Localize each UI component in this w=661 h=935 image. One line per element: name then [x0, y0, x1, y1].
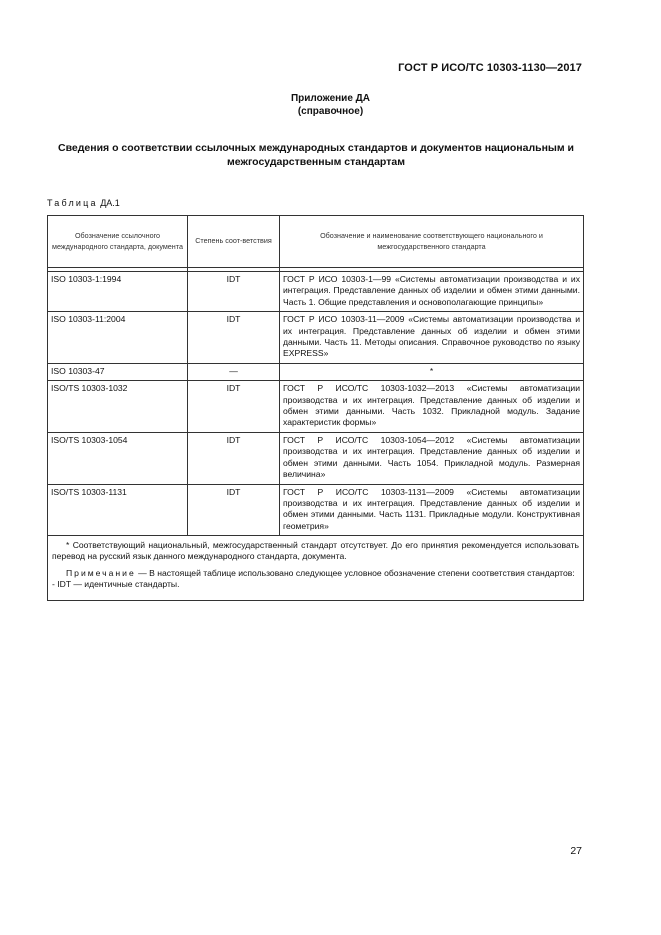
cell-reference: ISO 10303-11:2004 [48, 312, 188, 364]
note [52, 568, 579, 579]
appendix-subtitle: (справочное) [297, 106, 364, 117]
cell-national-standard: * [280, 363, 584, 380]
table-row [48, 272, 584, 312]
cell-degree: IDT [188, 272, 280, 312]
document-code: ГОСТ Р ИСО/ТС 10303-1130—2017 [398, 62, 582, 74]
footnote: * Соответствующий национальный, межгосударственный стандарт отсутствует. До его принятия рекомендуется использовать перевод на русский язык данного международного стандарта, документа. [52, 540, 579, 562]
table-row [48, 363, 584, 380]
footnote-cell [48, 536, 584, 601]
cell-degree: IDT [188, 432, 280, 484]
table-caption-number: ДА.1 [97, 198, 120, 208]
table-row [48, 484, 584, 536]
cell-reference: ISO/TS 10303-1054 [48, 432, 188, 484]
cell-reference: ISO 10303-1:1994 [48, 272, 188, 312]
cell-degree: IDT [188, 381, 280, 433]
table-header-row [48, 216, 584, 268]
correspondence-table [47, 215, 584, 601]
cell-national-standard: ГОСТ Р ИСО/ТС 10303-1032—2013 «Системы автоматизации производства и их интеграция. Представление данных об изделии и обмен этими данными. Часть 1032. Прикладной модуль. Задание характеристик формы» [280, 381, 584, 433]
header-national-standard: Обозначение и наименование соответствующего национального и межгосударственного стандарта [280, 216, 584, 268]
note-text: — В настоящей таблице использовано следующее условное обозначение степени соответствия стандартов: [135, 568, 575, 579]
cell-reference: ISO/TS 10303-1131 [48, 484, 188, 536]
header-degree: Степень соот-ветствия [188, 216, 280, 268]
cell-reference: ISO/TS 10303-1032 [48, 381, 188, 433]
cell-degree: IDT [188, 312, 280, 364]
cell-national-standard: ГОСТ Р ИСО/ТС 10303-1131—2009 «Системы автоматизации производства и их интеграция. Представление данных об изделии и обмен этими данными. Часть 1131. Прикладные модули. Конструктивная геометрия» [280, 484, 584, 536]
table-row [48, 312, 584, 364]
cell-national-standard: ГОСТ Р ИСО 10303-11—2009 «Системы автоматизации производства и их интеграция. Представление данных об изделии и обмен этими данными. Часть 11. Методы описания. Справочное руководство по языку EXPRESS» [280, 312, 584, 364]
page-number: 27 [570, 845, 582, 857]
appendix-heading [0, 92, 661, 118]
note-label: Примечание [66, 568, 136, 579]
header-reference: Обозначение ссылочного международного стандарта, документа [48, 216, 188, 268]
cell-degree: IDT [188, 484, 280, 536]
section-heading: Сведения о соответствии ссылочных международных стандартов и документов национальным и межгосударственным стандартам [57, 142, 575, 168]
table-caption-label: Таблица [47, 198, 98, 208]
cell-degree: — [188, 363, 280, 380]
table-row [48, 381, 584, 433]
note-item: - IDT — идентичные стандарты. [52, 579, 180, 590]
table-row [48, 432, 584, 484]
table-footnote-row [48, 536, 584, 601]
cell-reference: ISO 10303-47 [48, 363, 188, 380]
cell-national-standard: ГОСТ Р ИСО 10303-1—99 «Системы автоматизации производства и их интеграция. Представление данных об изделии и обмен этими данными. Часть 1. Общие представления и основополагающие принципы» [280, 272, 584, 312]
table-caption [47, 198, 120, 208]
appendix-title: Приложение ДА [290, 93, 371, 104]
cell-national-standard: ГОСТ Р ИСО/ТС 10303-1054—2012 «Системы автоматизации производства и их интеграция. Представление данных об изделии и обмен этими данными. Часть 1054. Прикладной модуль. Размерная величина» [280, 432, 584, 484]
